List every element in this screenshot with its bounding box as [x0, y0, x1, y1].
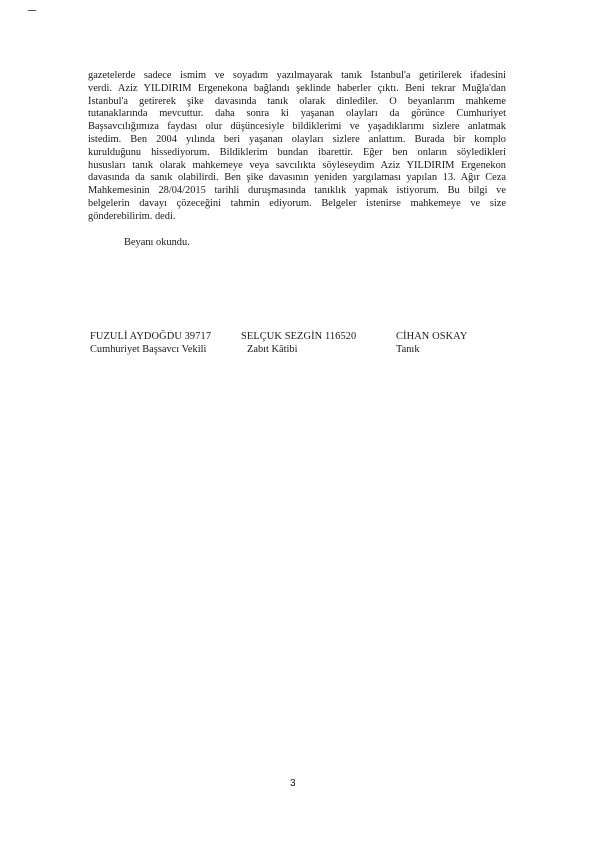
statement-line: gazetelerde sadece ismim ve soyadım yazılmayarak tanık İstanbul'a getirilerek ifadesini	[88, 70, 506, 81]
signature-prosecutor	[90, 330, 211, 356]
signatory-role: Tanık	[396, 344, 420, 355]
statement-line: belgelerin davayı çözeceğini tahmin ediyorum. Belgeler istenirse mahkemeye ve size	[88, 197, 506, 209]
signatory-name: CİHAN OSKAY	[396, 331, 468, 342]
statement-line: istedim. Ben 2004 yılında beri yaşanan olayları sizlere anlattım. Burada bir komplo	[88, 133, 506, 145]
page-number: 3	[290, 778, 296, 789]
statement-line: İstanbul'a getirerek şike davasında tanık olarak dinlediler. O beyanlarım mahkeme	[88, 95, 506, 107]
closing-remark: Beyanı okundu.	[124, 237, 190, 248]
statement-body	[88, 70, 506, 224]
signature-clerk	[241, 330, 356, 356]
statement-line: hususları tanık olarak mahkemeye veya savcılıkta söyleseydim Aziz YILDIRIM Ergenekon	[88, 159, 506, 171]
signatory-role: Zabıt Kâtibi	[247, 344, 298, 355]
signature-witness	[396, 330, 467, 356]
signatory-name: FUZULİ AYDOĞDU 39717	[90, 331, 212, 342]
statement-line: tutanaklarında mevcuttur. daha sonra ki yaşanan olayları da görünce Cumhuriyet	[88, 108, 506, 120]
statement-line: Başsavcılığımıza faydası olur düşüncesiyle bildiklerimi ve yaşadıklarımı sizlere anlatmak	[88, 121, 506, 133]
statement-line: gönderebilirim. dedi.	[88, 210, 176, 222]
statement-line: verdi. Aziz YILDIRIM Ergenekona bağlandı şeklinde haberler çıktı. Beni tekrar Muğla'dan	[88, 82, 506, 94]
signatory-role: Cumhuriyet Başsavcı Vekili	[90, 344, 207, 355]
statement-line: Mahkemesinin 28/04/2015 tarihli duruşmasında tanıklık yapmak istiyorum. Bu bilgi ve	[88, 185, 506, 197]
statement-line: davasında da sanık olabilirdi. Ben şike davasının yeniden yargılaması yapılan 13. Ağır Ceza	[88, 172, 506, 184]
signatory-name: SELÇUK SEZGİN 116520	[241, 331, 357, 342]
corner-mark	[28, 10, 36, 11]
statement-line: kurulduğunu hissediyorum. Bildiklerim bundan ibarettir. Eğer ben onların söyledikleri	[88, 146, 506, 158]
